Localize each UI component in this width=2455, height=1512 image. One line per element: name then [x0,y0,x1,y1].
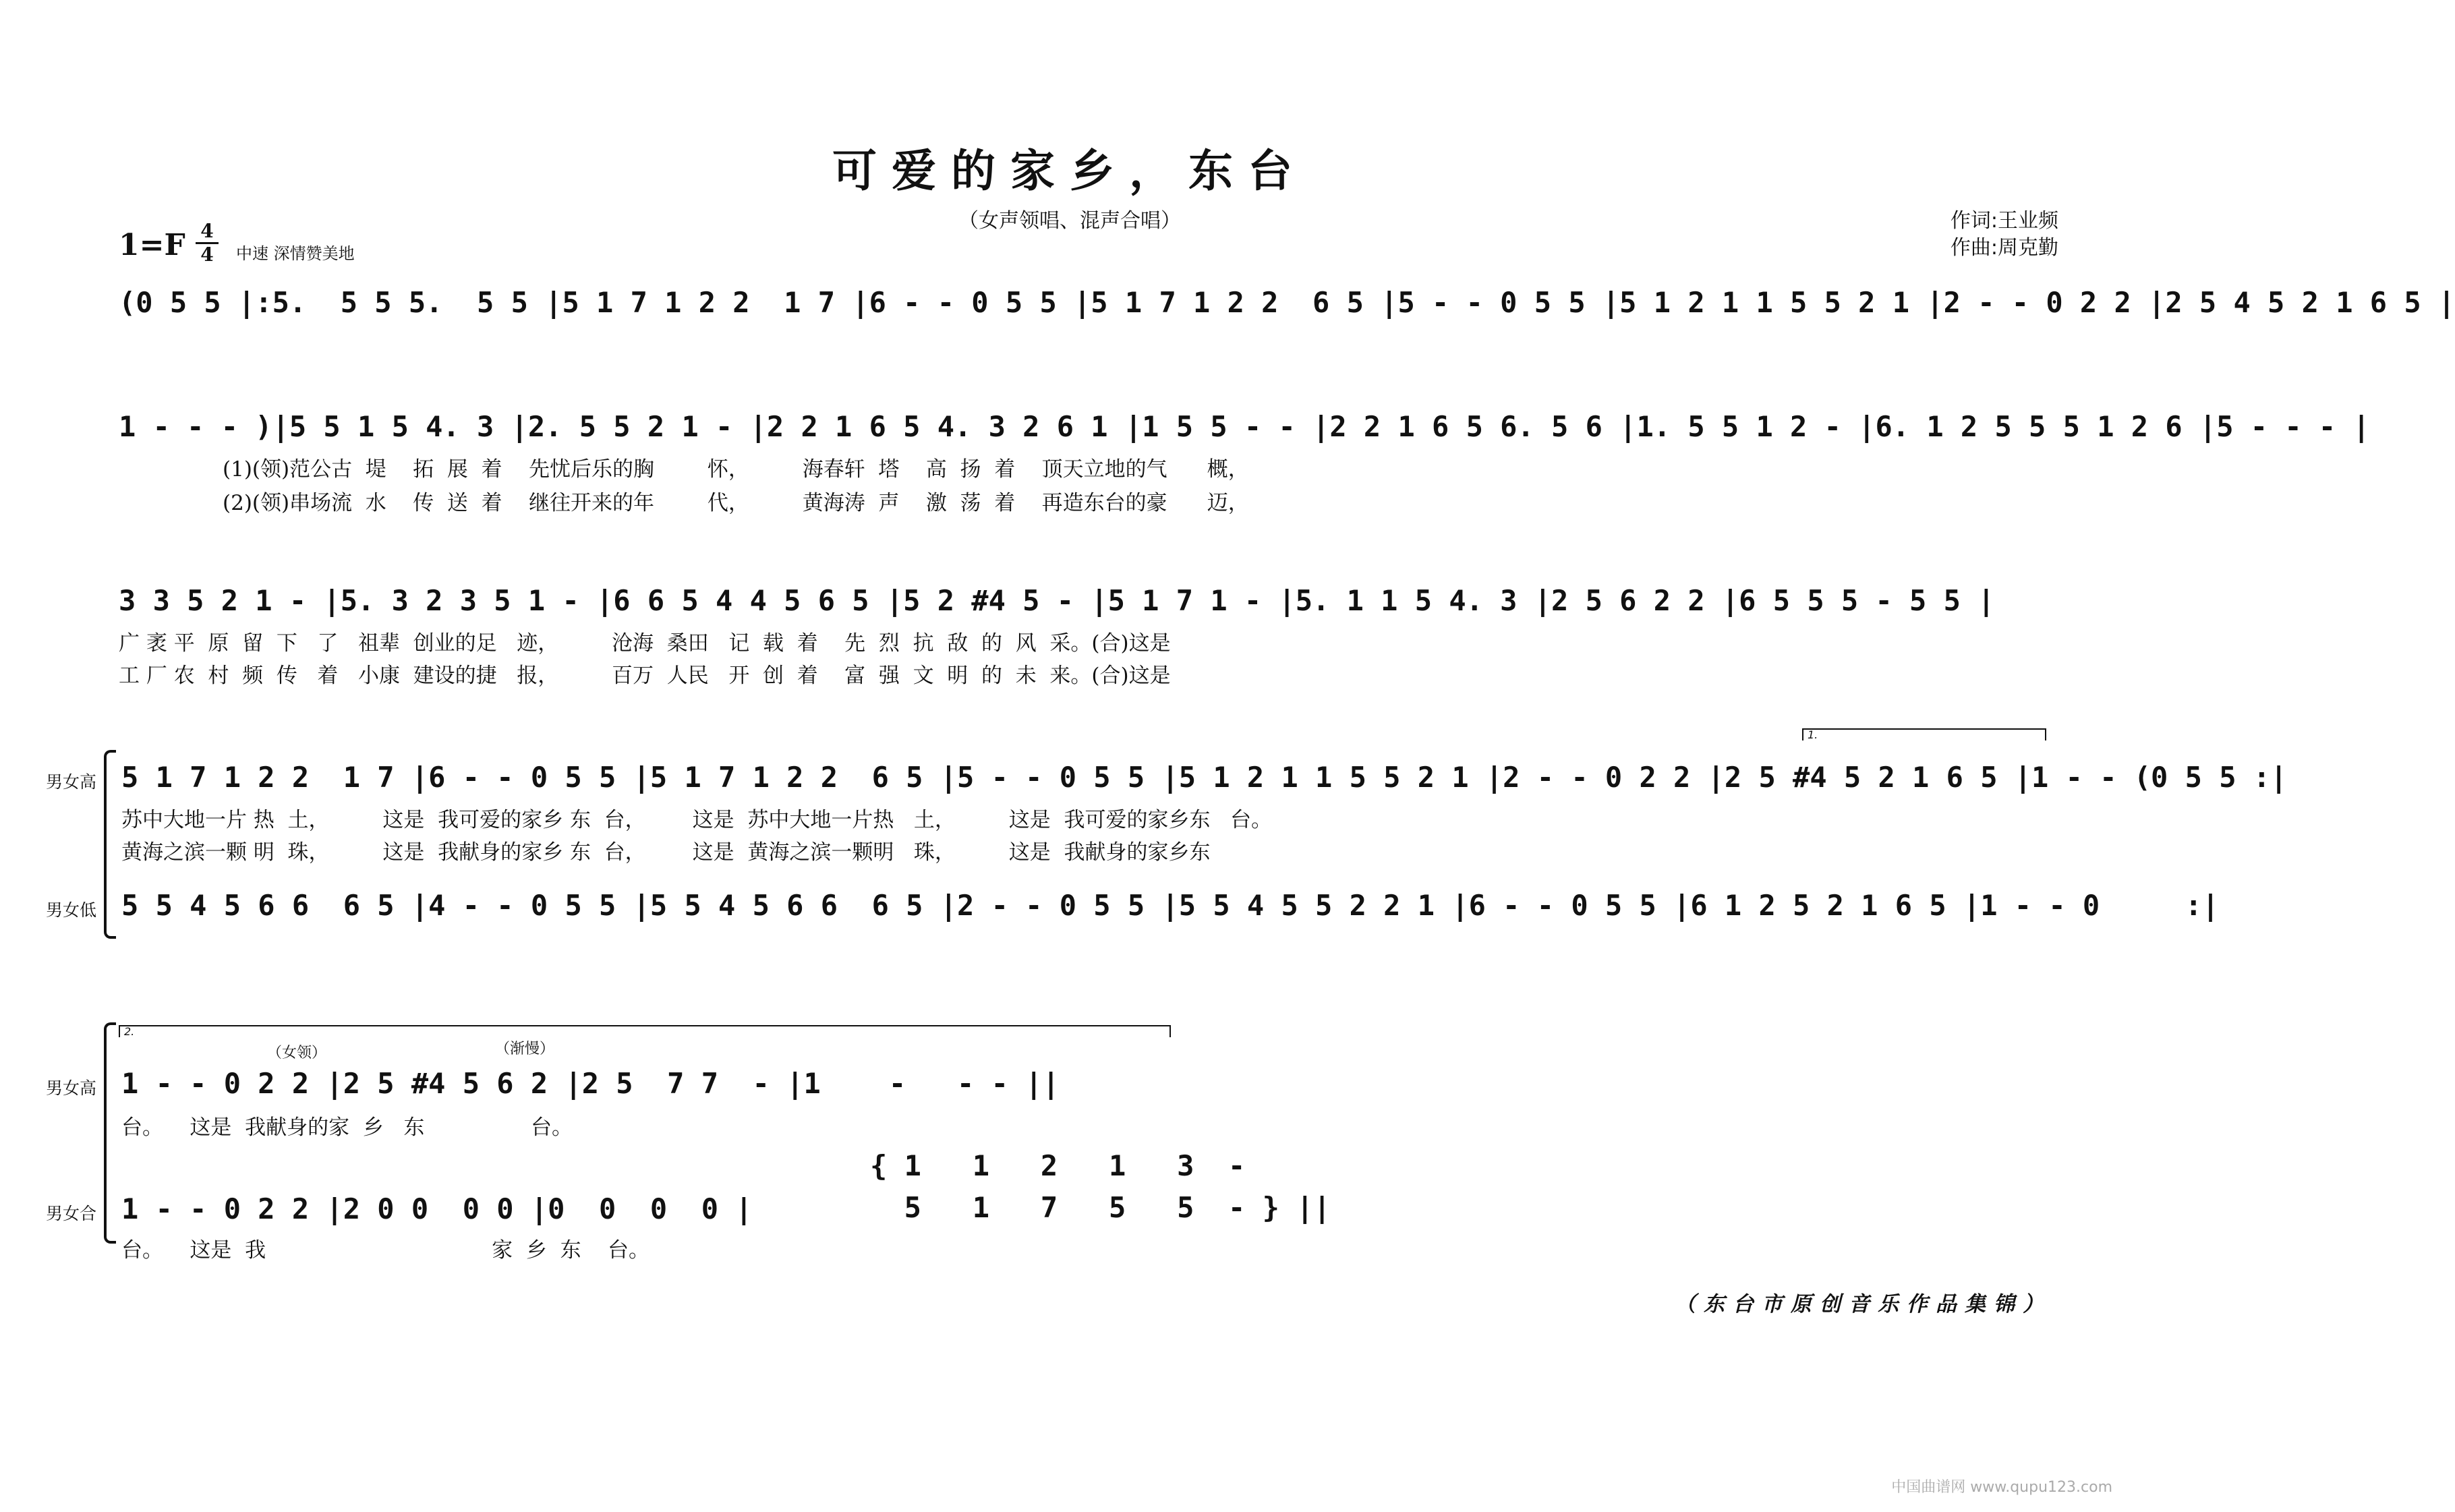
first-ending-label: 1. [1808,728,1818,741]
lyricist: 作词:王业频 [1950,209,2058,233]
credits [1951,208,2058,262]
collection-note: （东台市原创音乐作品集锦） [1675,1292,2052,1316]
lyric-line-3-verse-2: 工 厂 农 村 频 传 着 小康 建设的捷 报， 百万 人民 开 创 着 富 强 文 明 的 未 来。(合)这是 [119,664,1171,688]
score-line-1: (0 5 5 |:5. 5 5 5. 5 5 |5 1 7 1 2 2 1 7 |6 - - 0 5 5 |5 1 7 1 2 2 6 5 |5 - - 0 5 5 |5 1 2 1 1 5 5 2 1 |2 - - 0 2 2 |2 5 4 5 2 1 6 5 | [119,286,2455,319]
lyric-line-2-verse-1: (1)(领)范公古 堤 拓 展 着 先忧后乐的胸 怀， 海春轩 塔 高 扬 着 顶天立地的气 概， [223,457,1249,482]
score-line-3: 3 3 5 2 1 - |5. 3 2 3 5 1 - |6 6 5 4 4 5 6 5 |5 2 #4 5 - |5 1 7 1 - |5. 1 1 5 4. 3 |2 5 6 2 2 |6 5 5 5 - 5 5 | [119,584,1995,617]
chord-bottom-voice: 5 1 7 5 5 - } || [870,1191,1331,1224]
time-bottom: 4 [200,243,214,266]
first-ending-bracket [1802,728,2046,740]
song-title: 可爱的家乡，东台 [832,144,1307,197]
chord-top-voice: { 1 1 2 1 3 - [870,1149,1246,1182]
part-label-low: 男女低 [46,900,97,920]
second-ending-bracket [119,1025,1171,1037]
score-line-2: 1 - - - )|5 5 1 5 4. 3 |2. 5 5 2 1 - |2 2 1 6 5 4. 3 2 6 1 |1 5 5 - - |2 2 1 6 5 6. 5 6 |1. 5 5 1 2 - |6. 1 2 5 5 5 1 2 6 |5 - - - | [119,410,2370,443]
time-signature [196,221,219,265]
time-top: 4 [200,220,214,242]
second-ending-label: 2. [124,1025,135,1038]
annotation-ritardando: （渐慢） [495,1041,555,1057]
tempo-marking: 中速 深情赞美地 [236,244,355,263]
lyric-line-7: 台。 这是 我 家 乡 东 台。 [121,1238,649,1262]
score-line-7-mixed: 1 - - 0 2 2 |2 0 0 0 0 |0 0 0 0 | [121,1192,753,1225]
lyric-line-2-verse-2: (2)(领)串场流 水 传 送 着 继往开来的年 代， 黄海涛 声 激 荡 着 再造东台的豪 迈， [223,491,1249,515]
part-label-mixed: 男女合 [46,1204,97,1223]
key-signature: 1=F [119,228,185,262]
lyric-line-4-verse-1: 苏中大地一片 热 土， 这是 我可爱的家乡 东 台， 这是 苏中大地一片热 土， 这是 我可爱的家乡东 台。 [121,808,1273,832]
composer: 作曲:周克勤 [1950,236,2058,260]
annotation-female-lead: （女领） [267,1045,327,1062]
site-watermark: 中国曲谱网 www.qupu123.com [1891,1479,2112,1496]
system-brace-2 [104,1022,116,1244]
lyric-line-4-verse-2: 黄海之滨一颗 明 珠， 这是 我献身的家乡 东 台， 这是 黄海之滨一颗明 珠， 这是 我献身的家乡东 [121,840,1211,865]
song-subtitle: （女声领唱、混声合唱） [958,209,1181,233]
score-line-6-high: 1 - - 0 2 2 |2 5 #4 5 6 2 |2 5 7 7 - |1 - - - || [121,1067,1060,1100]
score-line-5-low: 5 5 4 5 6 6 6 5 |4 - - 0 5 5 |5 5 4 5 6 6 6 5 |2 - - 0 5 5 |5 5 4 5 5 2 2 1 |6 - - 0 5 5 |6 1 2 5 2 1 6 5 |1 - - 0 :| [121,889,2220,922]
part-label-high-1: 男女高 [46,772,97,792]
lyric-line-3-verse-1: 广 袤 平 原 留 下 了 祖辈 创业的足 迹， 沧海 桑田 记 载 着 先 烈 抗 敌 的 风 采。(合)这是 [119,631,1171,656]
part-label-high-2: 男女高 [46,1078,97,1098]
lyric-line-6: 台。 这是 我献身的家 乡 东 台。 [121,1115,573,1140]
score-line-4-high: 5 1 7 1 2 2 1 7 |6 - - 0 5 5 |5 1 7 1 2 2 6 5 |5 - - 0 5 5 |5 1 2 1 1 5 5 2 1 |2 - - 0 2 2 |2 5 #4 5 2 1 6 5 |1 - - (0 5 5 :| [121,761,2288,794]
system-brace-1 [104,750,116,939]
